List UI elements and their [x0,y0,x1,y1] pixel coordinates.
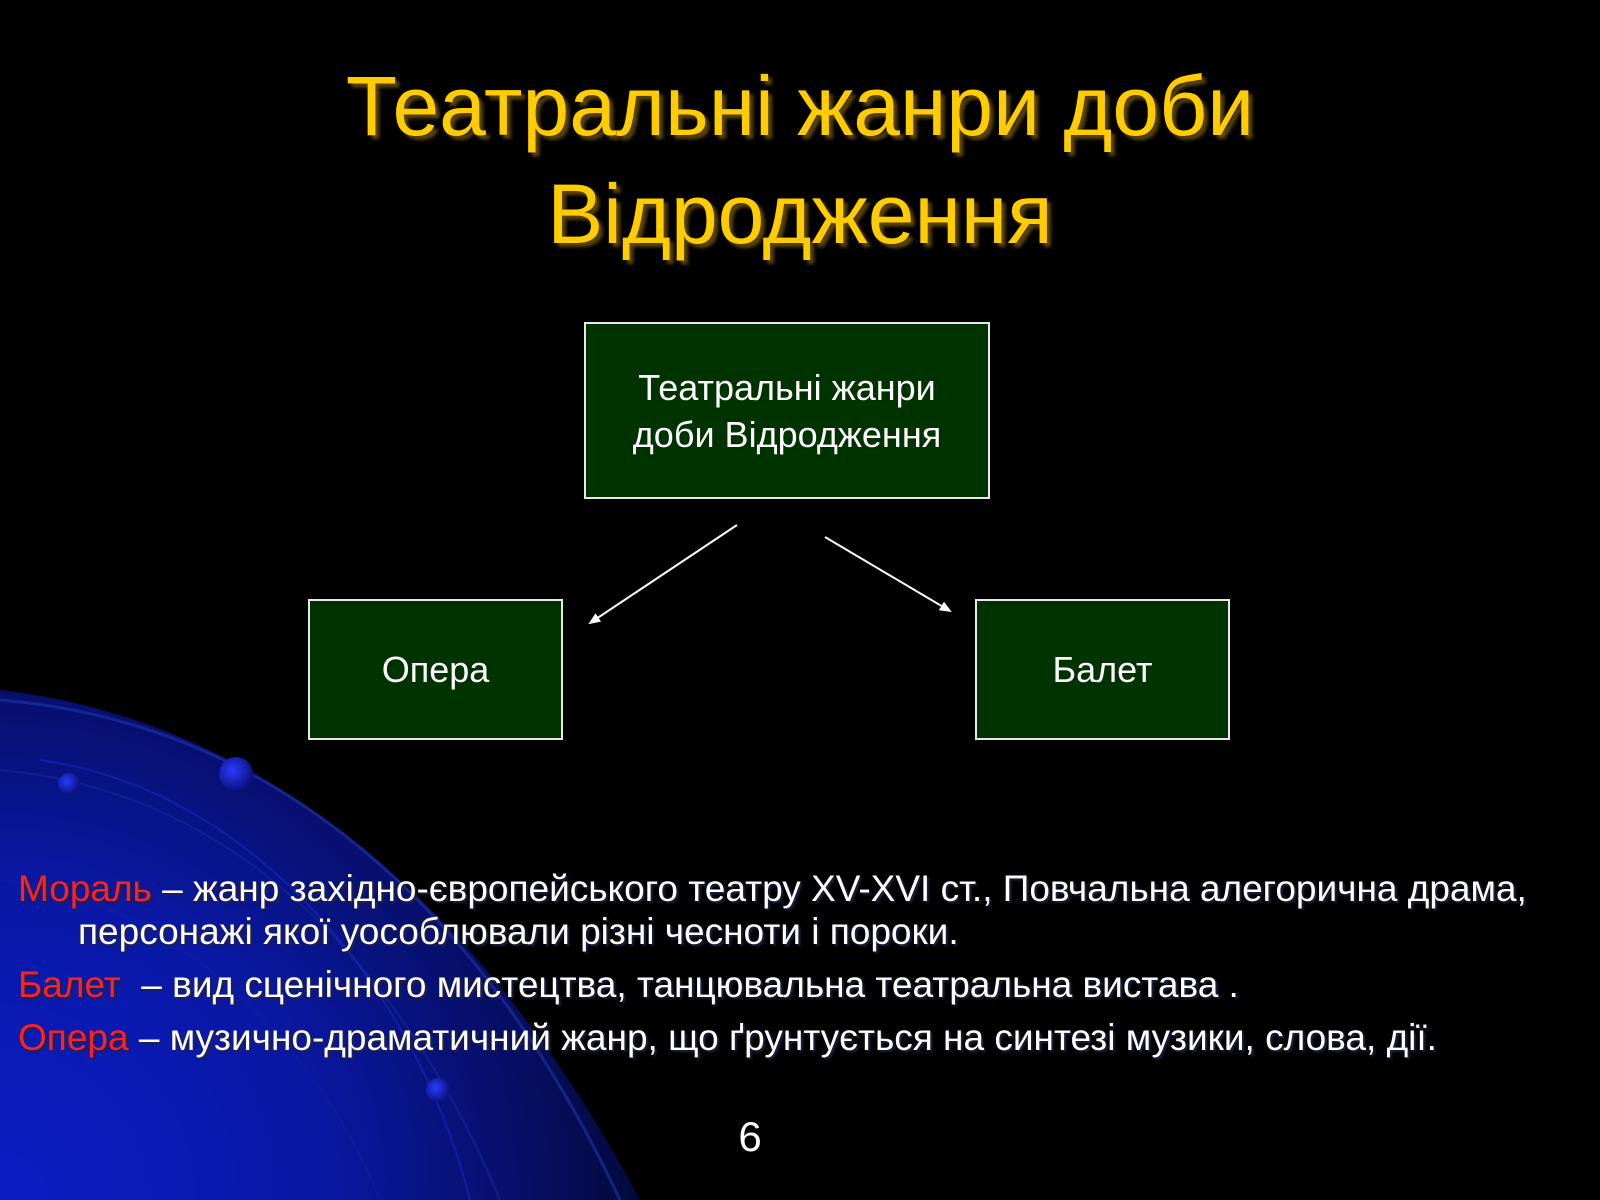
definition-term: Мораль [18,868,152,909]
definitions-list [18,867,1578,1069]
definition-text: – музично-драматичний жанр, що ґрунтується на синтезі музики, слова, дії. [128,1017,1437,1058]
diagram-root-node [584,322,990,499]
slide-title-line2: Відродження [547,167,1053,261]
diagram-node-balet-label: Балет [1052,649,1153,690]
definition-term: Опера [18,1017,129,1058]
definition-item-opera [18,1016,1578,1059]
diagram-node-opera [308,599,563,740]
definition-item-moral [18,867,1578,953]
slide-title-line1: Театральні жанри доби [345,59,1255,153]
diagram-node-balet [975,599,1230,740]
page-number: 6 [738,1113,762,1160]
definition-text: – вид сценічного мистецтва, танцювальна театральна вистава . [120,964,1239,1005]
slide-title [0,52,1600,268]
definition-text: – жанр західно-європейського театру XV-XVI ст., Повчальна алегорична драма, персонажі якої уособлювали різні чесноти і пороки. [78,868,1527,952]
definition-item-balet [18,963,1578,1006]
diagram-node-opera-label: Опера [381,649,490,690]
definition-term: Балет [18,964,121,1005]
diagram-root-label: Театральні жанри доби Відродження [632,366,942,455]
